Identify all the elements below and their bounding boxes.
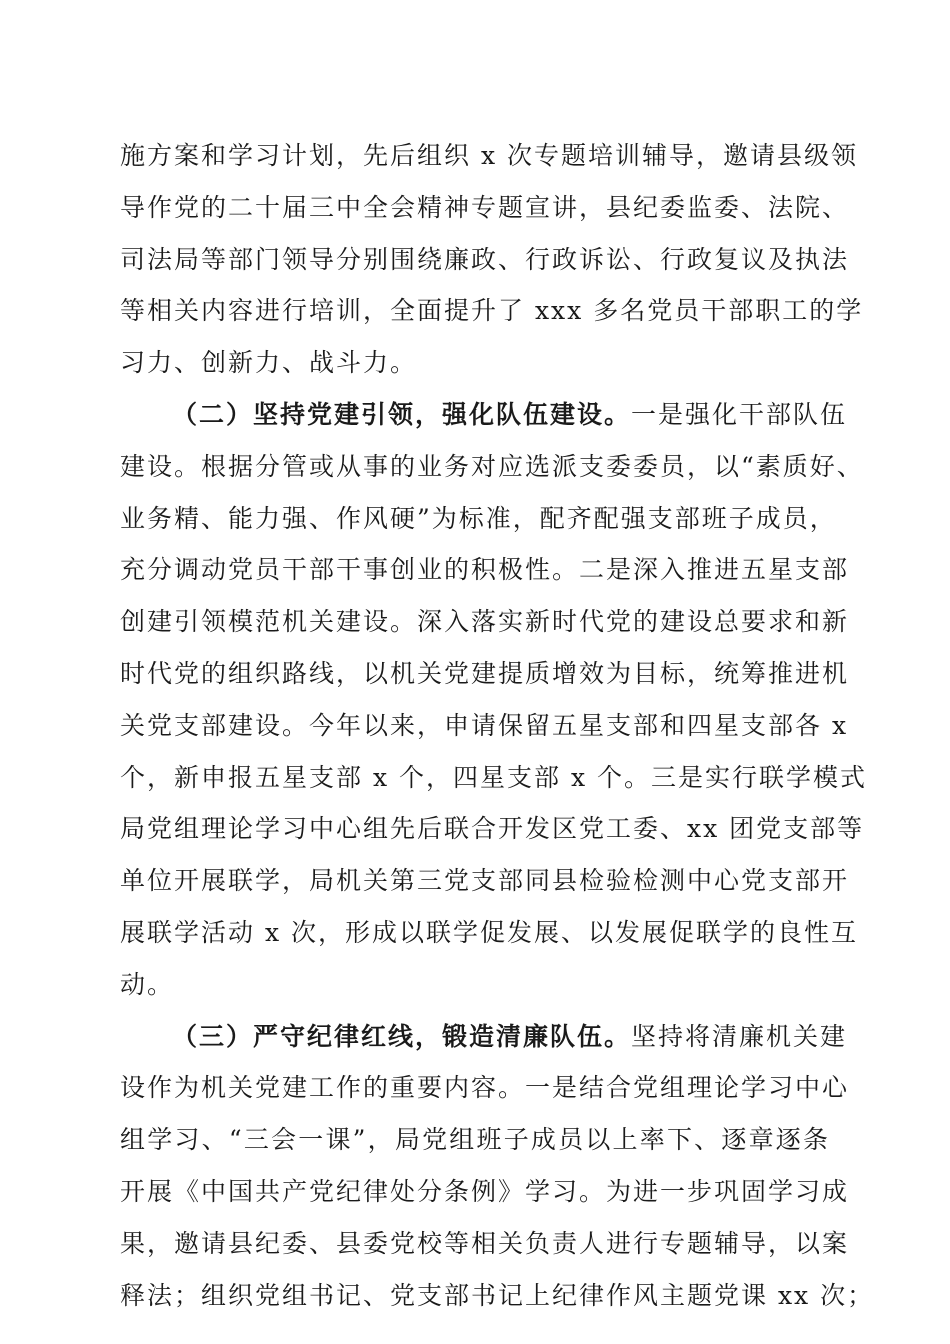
text-line: 充分调动党员干部干事创业的积极性。二是深入推进五星支部 [120, 555, 850, 585]
text-line: 业务精、能力强、作风硬”为标准，配齐配强支部班子成员， [120, 503, 837, 533]
document-body [120, 130, 875, 1321]
text-run: 一是强化干部队伍 [631, 399, 848, 429]
text-line: 施方案和学习计划，先后组织 x 次专题培训辅导，邀请县级领 [120, 141, 858, 170]
text-line: 局党组理论学习中心组先后联合开发区党工委、xx 团党支部等 [120, 814, 865, 844]
text-line: 习力、创新力、战斗力。 [120, 348, 418, 378]
section-heading: （三）严守纪律红线，锻造清廉队伍。 [172, 1021, 632, 1051]
paragraph-first-line [120, 389, 848, 441]
paragraph-first-line [120, 1011, 848, 1063]
paragraph-continuation [120, 130, 864, 389]
text-line: 时代党的组织路线，以机关党建提质增效为目标，统筹推进机 [120, 658, 850, 688]
text-line: 个，新申报五星支部 x 个，四星支部 x 个。三是实行联学模式 [120, 762, 867, 792]
text-line: 单位开展联学，局机关第三党支部同县检验检测中心党支部开 [120, 866, 850, 896]
text-line: 创建引领模范机关建设。深入落实新时代党的建设总要求和新 [120, 607, 850, 637]
text-line: 组学习、“三会一课”，局党组班子成员以上率下、逐章逐条 [120, 1125, 830, 1155]
section-heading: （二）坚持党建引领，强化队伍建设。 [172, 399, 632, 429]
text-line: 司法局等部门领导分别围绕廉政、行政诉讼、行政复议及执法 [120, 244, 850, 274]
text-line: 果，邀请县纪委、县委党校等相关负责人进行专题辅导，以案 [120, 1228, 850, 1258]
text-line: 导作党的二十届三中全会精神专题宣讲，县纪委监委、法院、 [120, 192, 850, 222]
text-line: 建设。根据分管或从事的业务对应选派支委委员，以“素质好、 [120, 451, 864, 481]
text-run: 坚持将清廉机关建 [631, 1021, 848, 1051]
text-line: 关党支部建设。今年以来，申请保留五星支部和四星支部各 x [120, 710, 849, 740]
text-line: 设作为机关党建工作的重要内容。一是结合党组理论学习中心 [120, 1073, 850, 1103]
text-line: 展联学活动 x 次，形成以联学促发展、以发展促联学的良性互 [120, 917, 858, 947]
text-line: 开展《中国共产党纪律处分条例》学习。为进一步巩固学习成 [120, 1176, 850, 1206]
text-line: 释法；组织党组书记、党支部书记上纪律作风主题党课 xx 次； [120, 1280, 875, 1310]
paragraph-discipline [120, 1011, 875, 1322]
text-line: 等相关内容进行培训，全面提升了 xxx 多名党员干部职工的学 [120, 296, 864, 326]
text-line: 动。 [120, 969, 175, 999]
paragraph-party-building [120, 389, 867, 1011]
